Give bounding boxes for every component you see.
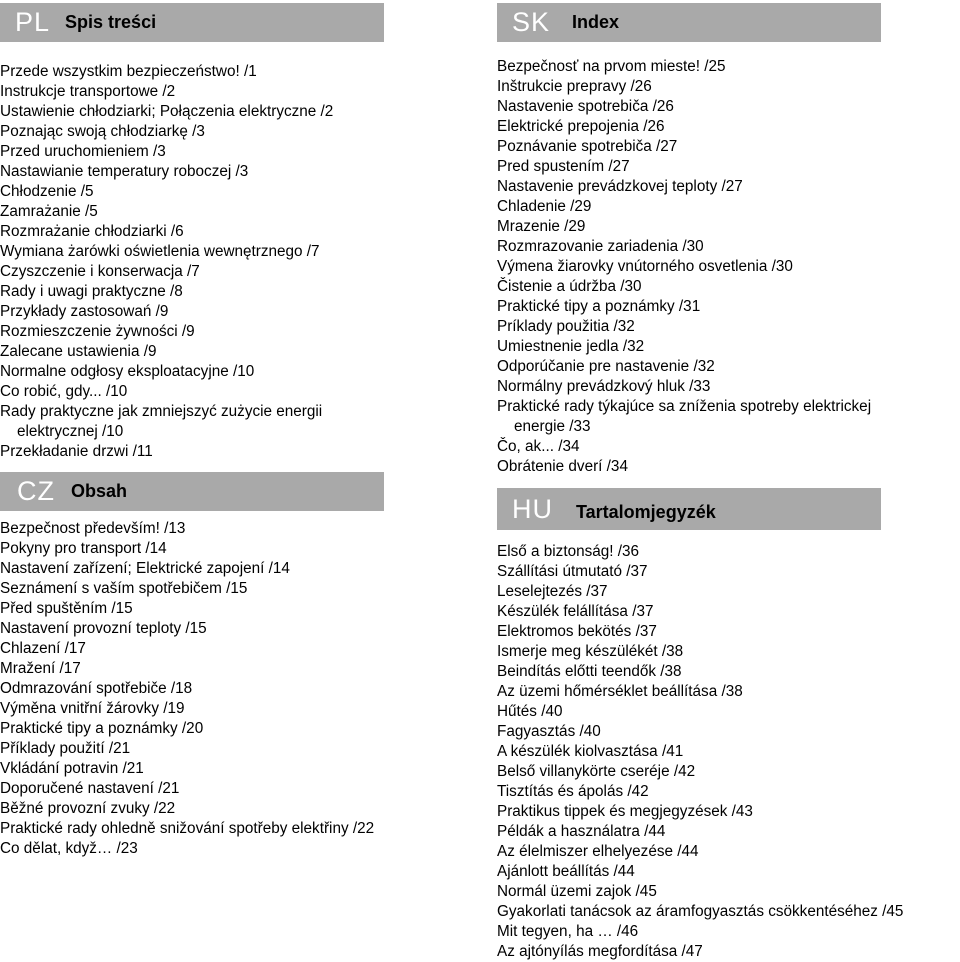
toc-item[interactable]: Mit tegyen, ha … /46 bbox=[497, 923, 639, 940]
toc-item[interactable]: Ismerje meg készülékét /38 bbox=[497, 643, 684, 660]
language-code: PL bbox=[15, 7, 51, 37]
toc-item[interactable]: Odporúčanie pre nastavenie /32 bbox=[497, 358, 715, 375]
toc-item[interactable]: Nastavenie spotrebiča /26 bbox=[497, 98, 674, 115]
toc-item[interactable]: Első a biztonság! /36 bbox=[497, 543, 640, 560]
toc-item[interactable]: Poznávanie spotrebiča /27 bbox=[497, 138, 678, 155]
toc-item[interactable]: Nastavenie prevádzkovej teploty /27 bbox=[497, 178, 743, 195]
toc-item[interactable]: Gyakorlati tanácsok az áramfogyasztás csökkentéséhez /45 bbox=[497, 903, 904, 920]
section-hu bbox=[497, 488, 904, 962]
toc-item[interactable]: Čo, ak... /34 bbox=[497, 438, 580, 455]
toc-item[interactable]: Chladenie /29 bbox=[497, 198, 592, 215]
section-header-cz bbox=[0, 472, 384, 511]
toc-item[interactable]: Výmena žiarovky vnútorného osvetlenia /30 bbox=[497, 258, 793, 275]
toc-item[interactable]: Az üzemi hőmérséklet beállítása /38 bbox=[497, 683, 743, 700]
toc-item[interactable]: Nastawianie temperatury roboczej /3 bbox=[0, 163, 249, 180]
toc-item[interactable]: Ajánlott beállítás /44 bbox=[497, 863, 635, 880]
toc-item[interactable]: Příklady použití /21 bbox=[0, 740, 131, 757]
toc-item[interactable]: Běžné provozní zvuky /22 bbox=[0, 800, 176, 817]
toc-item[interactable]: Wymiana żarówki oświetlenia wewnętrznego /7 bbox=[0, 243, 320, 260]
toc-item[interactable]: Pokyny pro transport /14 bbox=[0, 540, 167, 557]
toc-item[interactable]: Poznając swoją chłodziarkę /3 bbox=[0, 123, 205, 140]
toc-item[interactable]: Tisztítás és ápolás /42 bbox=[497, 783, 649, 800]
toc-item[interactable]: Praktikus tippek és megjegyzések /43 bbox=[497, 803, 753, 820]
toc-item-multiline[interactable] bbox=[0, 402, 384, 442]
toc-item[interactable]: Rozmrażanie chłodziarki /6 bbox=[0, 223, 184, 240]
section-title: Spis treści bbox=[65, 12, 157, 32]
language-code: SK bbox=[512, 7, 551, 37]
section-header-pl bbox=[0, 3, 384, 42]
language-code: CZ bbox=[17, 476, 55, 506]
section-title: Tartalomjegyzék bbox=[576, 501, 716, 522]
toc-item[interactable]: Przede wszystkim bezpieczeństwo! /1 bbox=[0, 63, 257, 80]
toc-item[interactable]: Normalne odgłosy eksploatacyjne /10 bbox=[0, 363, 255, 380]
toc-item[interactable]: Praktické tipy a poznámky /31 bbox=[497, 298, 701, 315]
toc-item[interactable]: Elektrické prepojenia /26 bbox=[497, 118, 665, 135]
toc-item[interactable]: Čistenie a údržba /30 bbox=[497, 278, 642, 295]
toc-item[interactable]: Chlazení /17 bbox=[0, 640, 86, 657]
toc-item-line: Rady praktyczne jak zmniejszyć zużycie energii bbox=[0, 403, 323, 420]
toc-item[interactable]: Az ajtónyílás megfordítása /47 bbox=[497, 943, 703, 960]
toc-item[interactable]: Nastavení zařízení; Elektrické zapojení /14 bbox=[0, 560, 290, 577]
toc-item[interactable]: Bezpečnost především! /13 bbox=[0, 520, 186, 537]
toc-item[interactable]: Praktické rady ohledně snižování spotřeby elektřiny /22 bbox=[0, 820, 375, 837]
toc-item[interactable]: Przekładanie drzwi /11 bbox=[0, 443, 153, 460]
toc-item[interactable]: Példák a használatra /44 bbox=[497, 823, 666, 840]
toc-item[interactable]: Hűtés /40 bbox=[497, 703, 563, 720]
toc-item[interactable]: Inštrukcie prepravy /26 bbox=[497, 78, 652, 95]
toc-item[interactable]: Normál üzemi zajok /45 bbox=[497, 883, 657, 900]
toc-item[interactable]: Mražení /17 bbox=[0, 660, 81, 677]
section-pl bbox=[0, 3, 384, 462]
toc-item[interactable]: Bezpečnosť na prvom mieste! /25 bbox=[497, 58, 726, 75]
toc-item[interactable]: Co dělat, když… /23 bbox=[0, 840, 138, 857]
toc-item[interactable]: Umiestnenie jedla /32 bbox=[497, 338, 645, 355]
toc-item[interactable]: Ustawienie chłodziarki; Połączenia elektryczne /2 bbox=[0, 103, 334, 120]
section-title: Index bbox=[572, 12, 620, 32]
toc-item[interactable]: Vkládání potravin /21 bbox=[0, 760, 144, 777]
toc-item[interactable]: Rozmieszczenie żywności /9 bbox=[0, 323, 195, 340]
toc-item[interactable]: Odmrazování spotřebiče /18 bbox=[0, 680, 193, 697]
toc-item-line: Praktické rady týkajúce sa zníženia spotreby elektrickej bbox=[497, 398, 872, 415]
toc-item[interactable]: Leselejtezés /37 bbox=[497, 583, 608, 600]
language-code: HU bbox=[512, 493, 553, 524]
toc-item-line: energie /33 bbox=[514, 418, 591, 435]
toc-item[interactable]: Príklady použitia /32 bbox=[497, 318, 635, 335]
section-header-sk bbox=[497, 3, 881, 42]
toc-item[interactable]: Obrátenie dverí /34 bbox=[497, 458, 628, 475]
toc-item[interactable]: Před spuštěním /15 bbox=[0, 600, 133, 617]
toc-item[interactable]: Praktické tipy a poznámky /20 bbox=[0, 720, 204, 737]
toc-item[interactable]: Készülék felállítása /37 bbox=[497, 603, 654, 620]
section-header-hu bbox=[497, 488, 881, 530]
toc-item[interactable]: Doporučené nastavení /21 bbox=[0, 780, 180, 797]
toc-item[interactable]: Az élelmiszer elhelyezése /44 bbox=[497, 843, 699, 860]
toc-list-sk bbox=[497, 57, 881, 477]
toc-item[interactable]: Pred spustením /27 bbox=[497, 158, 630, 175]
toc-item[interactable]: Seznámení s vaším spotřebičem /15 bbox=[0, 580, 248, 597]
section-sk bbox=[497, 3, 881, 477]
toc-item[interactable]: Mrazenie /29 bbox=[497, 218, 586, 235]
section-cz bbox=[0, 472, 384, 859]
toc-item[interactable]: Przed uruchomieniem /3 bbox=[0, 143, 166, 160]
toc-item[interactable]: Belső villanykörte cseréje /42 bbox=[497, 763, 696, 780]
toc-item[interactable]: Elektromos bekötés /37 bbox=[497, 623, 657, 640]
toc-item-line: elektrycznej /10 bbox=[17, 423, 124, 440]
toc-item[interactable]: Normálny prevádzkový hluk /33 bbox=[497, 378, 711, 395]
toc-item[interactable]: Nastavení provozní teploty /15 bbox=[0, 620, 207, 637]
toc-item[interactable]: Instrukcje transportowe /2 bbox=[0, 83, 176, 100]
toc-item[interactable]: Fagyasztás /40 bbox=[497, 723, 601, 740]
toc-item[interactable]: Czyszczenie i konserwacja /7 bbox=[0, 263, 200, 280]
toc-item[interactable]: A készülék kiolvasztása /41 bbox=[497, 743, 684, 760]
toc-item[interactable]: Rozmrazovanie zariadenia /30 bbox=[497, 238, 704, 255]
toc-item[interactable]: Chłodzenie /5 bbox=[0, 183, 94, 200]
toc-item[interactable]: Zalecane ustawienia /9 bbox=[0, 343, 157, 360]
toc-list-pl bbox=[0, 62, 384, 462]
section-title: Obsah bbox=[71, 481, 128, 501]
toc-list-hu bbox=[497, 542, 904, 962]
toc-item[interactable]: Zamrażanie /5 bbox=[0, 203, 98, 220]
toc-item[interactable]: Rady i uwagi praktyczne /8 bbox=[0, 283, 183, 300]
toc-item-multiline[interactable] bbox=[497, 397, 881, 437]
toc-item[interactable]: Co robić, gdy... /10 bbox=[0, 383, 128, 400]
toc-list-cz bbox=[0, 519, 384, 859]
toc-item[interactable]: Przykłady zastosowań /9 bbox=[0, 303, 169, 320]
toc-item[interactable]: Szállítási útmutató /37 bbox=[497, 563, 648, 580]
toc-item[interactable]: Výměna vnitřní žárovky /19 bbox=[0, 700, 185, 717]
toc-item[interactable]: Beindítás előtti teendők /38 bbox=[497, 663, 682, 680]
